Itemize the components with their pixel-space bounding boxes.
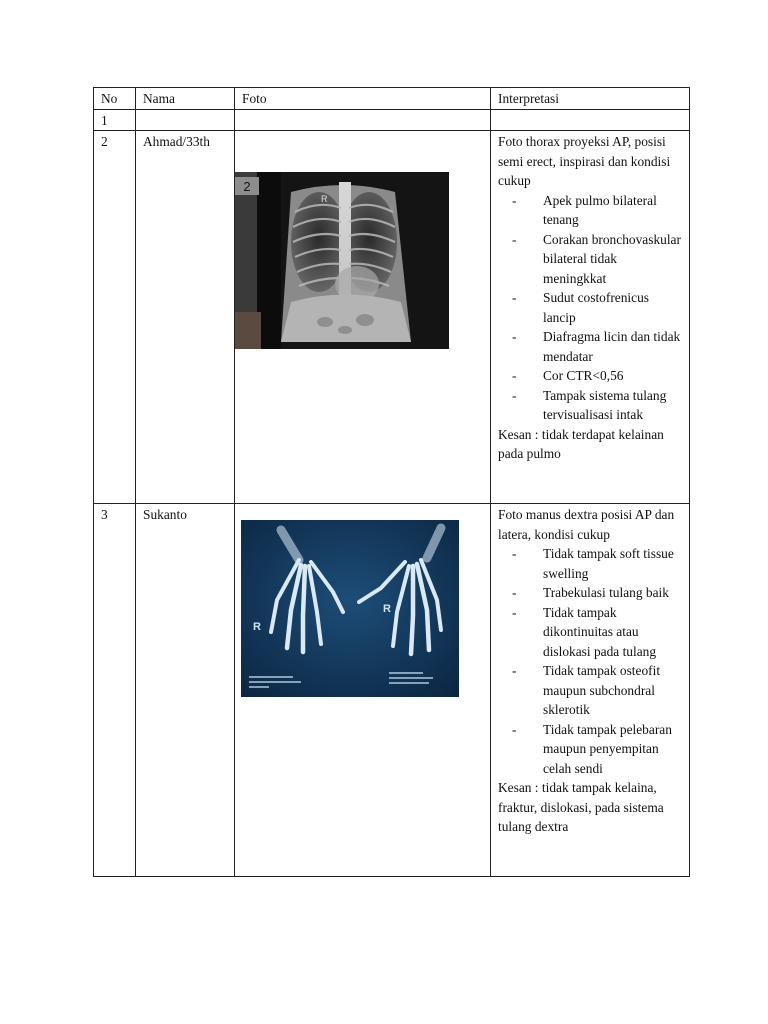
list-item: - Sudut costofrenicus lancip <box>512 288 682 327</box>
row-number: 2 <box>94 131 136 504</box>
header-no: No <box>94 88 136 110</box>
interpretation-intro: Foto thorax proyeksi AP, posisi semi erect, inspirasi dan kondisi cukup <box>498 134 671 188</box>
finding-text: Corakan bronchovaskular bilateral tidak meningkkat <box>543 231 681 286</box>
header-foto: Foto <box>235 88 491 110</box>
list-item: - Tidak tampak osteofit maupun subchondral sklerotik <box>512 661 682 720</box>
finding-text: Apek pulmo bilateral tenang <box>543 192 657 227</box>
table-row <box>94 109 690 131</box>
findings-list <box>498 191 682 425</box>
header-row <box>94 88 690 110</box>
list-item: - Tampak sistema tulang tervisualisasi intak <box>512 386 682 425</box>
list-item: - Apek pulmo bilateral tenang <box>512 191 682 230</box>
chest-marker: R <box>321 194 328 204</box>
row-number: 1 <box>94 109 136 131</box>
list-item: - Diafragma licin dan tidak mendatar <box>512 327 682 366</box>
interpretation-intro: Foto manus dextra posisi AP dan latera, kondisi cukup <box>498 507 675 542</box>
chest-xray-image <box>235 172 449 349</box>
list-item: - Tidak tampak pelebaran maupun penyempitan celah sendi <box>512 720 682 779</box>
report-table <box>93 87 690 877</box>
list-item: - Trabekulasi tulang baik <box>512 583 682 603</box>
finding-text: Trabekulasi tulang baik <box>543 585 669 600</box>
list-item: - Cor CTR<0,56 <box>512 366 682 386</box>
row-interpretation <box>491 131 690 504</box>
hand-marker-left: R <box>253 621 261 633</box>
row-name: Ahmad/33th <box>136 131 235 504</box>
row-photo <box>235 109 491 131</box>
table-row <box>94 131 690 504</box>
table-row <box>94 504 690 877</box>
list-item: - Corakan bronchovaskular bilateral tidak meningkkat <box>512 230 682 289</box>
findings-list <box>498 544 682 778</box>
interpretation-conclusion: Kesan : tidak terdapat kelainan pada pulmo <box>498 426 664 461</box>
finding-text: Diafragma licin dan tidak mendatar <box>543 329 681 364</box>
row-photo <box>235 504 491 877</box>
finding-text: Tampak sistema tulang tervisualisasi intak <box>543 387 667 422</box>
finding-text: Tidak tampak soft tissue swelling <box>543 546 674 581</box>
row-interpretation <box>491 109 690 131</box>
finding-text: Tidak tampak pelebaran maupun penyempitan celah sendi <box>543 721 672 776</box>
finding-text: Tidak tampak osteofit maupun subchondral sklerotik <box>543 663 661 717</box>
list-item: - Tidak tampak dikontinuitas atau dislokasi pada tulang <box>512 603 682 662</box>
hand-xray-image <box>241 520 459 697</box>
interpretation-conclusion: Kesan : tidak tampak kelaina, fraktur, dislokasi, pada sistema tulang dextra <box>498 780 664 834</box>
list-item: - Tidak tampak soft tissue swelling <box>512 544 682 583</box>
hand-marker-right: R <box>383 603 391 615</box>
header-interpretasi: Interpretasi <box>491 88 690 110</box>
row-name <box>136 109 235 131</box>
chest-tag: 2 <box>243 179 251 194</box>
finding-text: Cor CTR<0,56 <box>543 368 624 383</box>
row-number: 3 <box>94 504 136 877</box>
row-interpretation <box>491 504 690 877</box>
row-photo <box>235 131 491 504</box>
finding-text: Tidak tampak dikontinuitas atau dislokasi pada tulang <box>543 604 657 659</box>
header-nama: Nama <box>136 88 235 110</box>
finding-text: Sudut costofrenicus lancip <box>543 290 649 325</box>
row-name: Sukanto <box>136 504 235 877</box>
